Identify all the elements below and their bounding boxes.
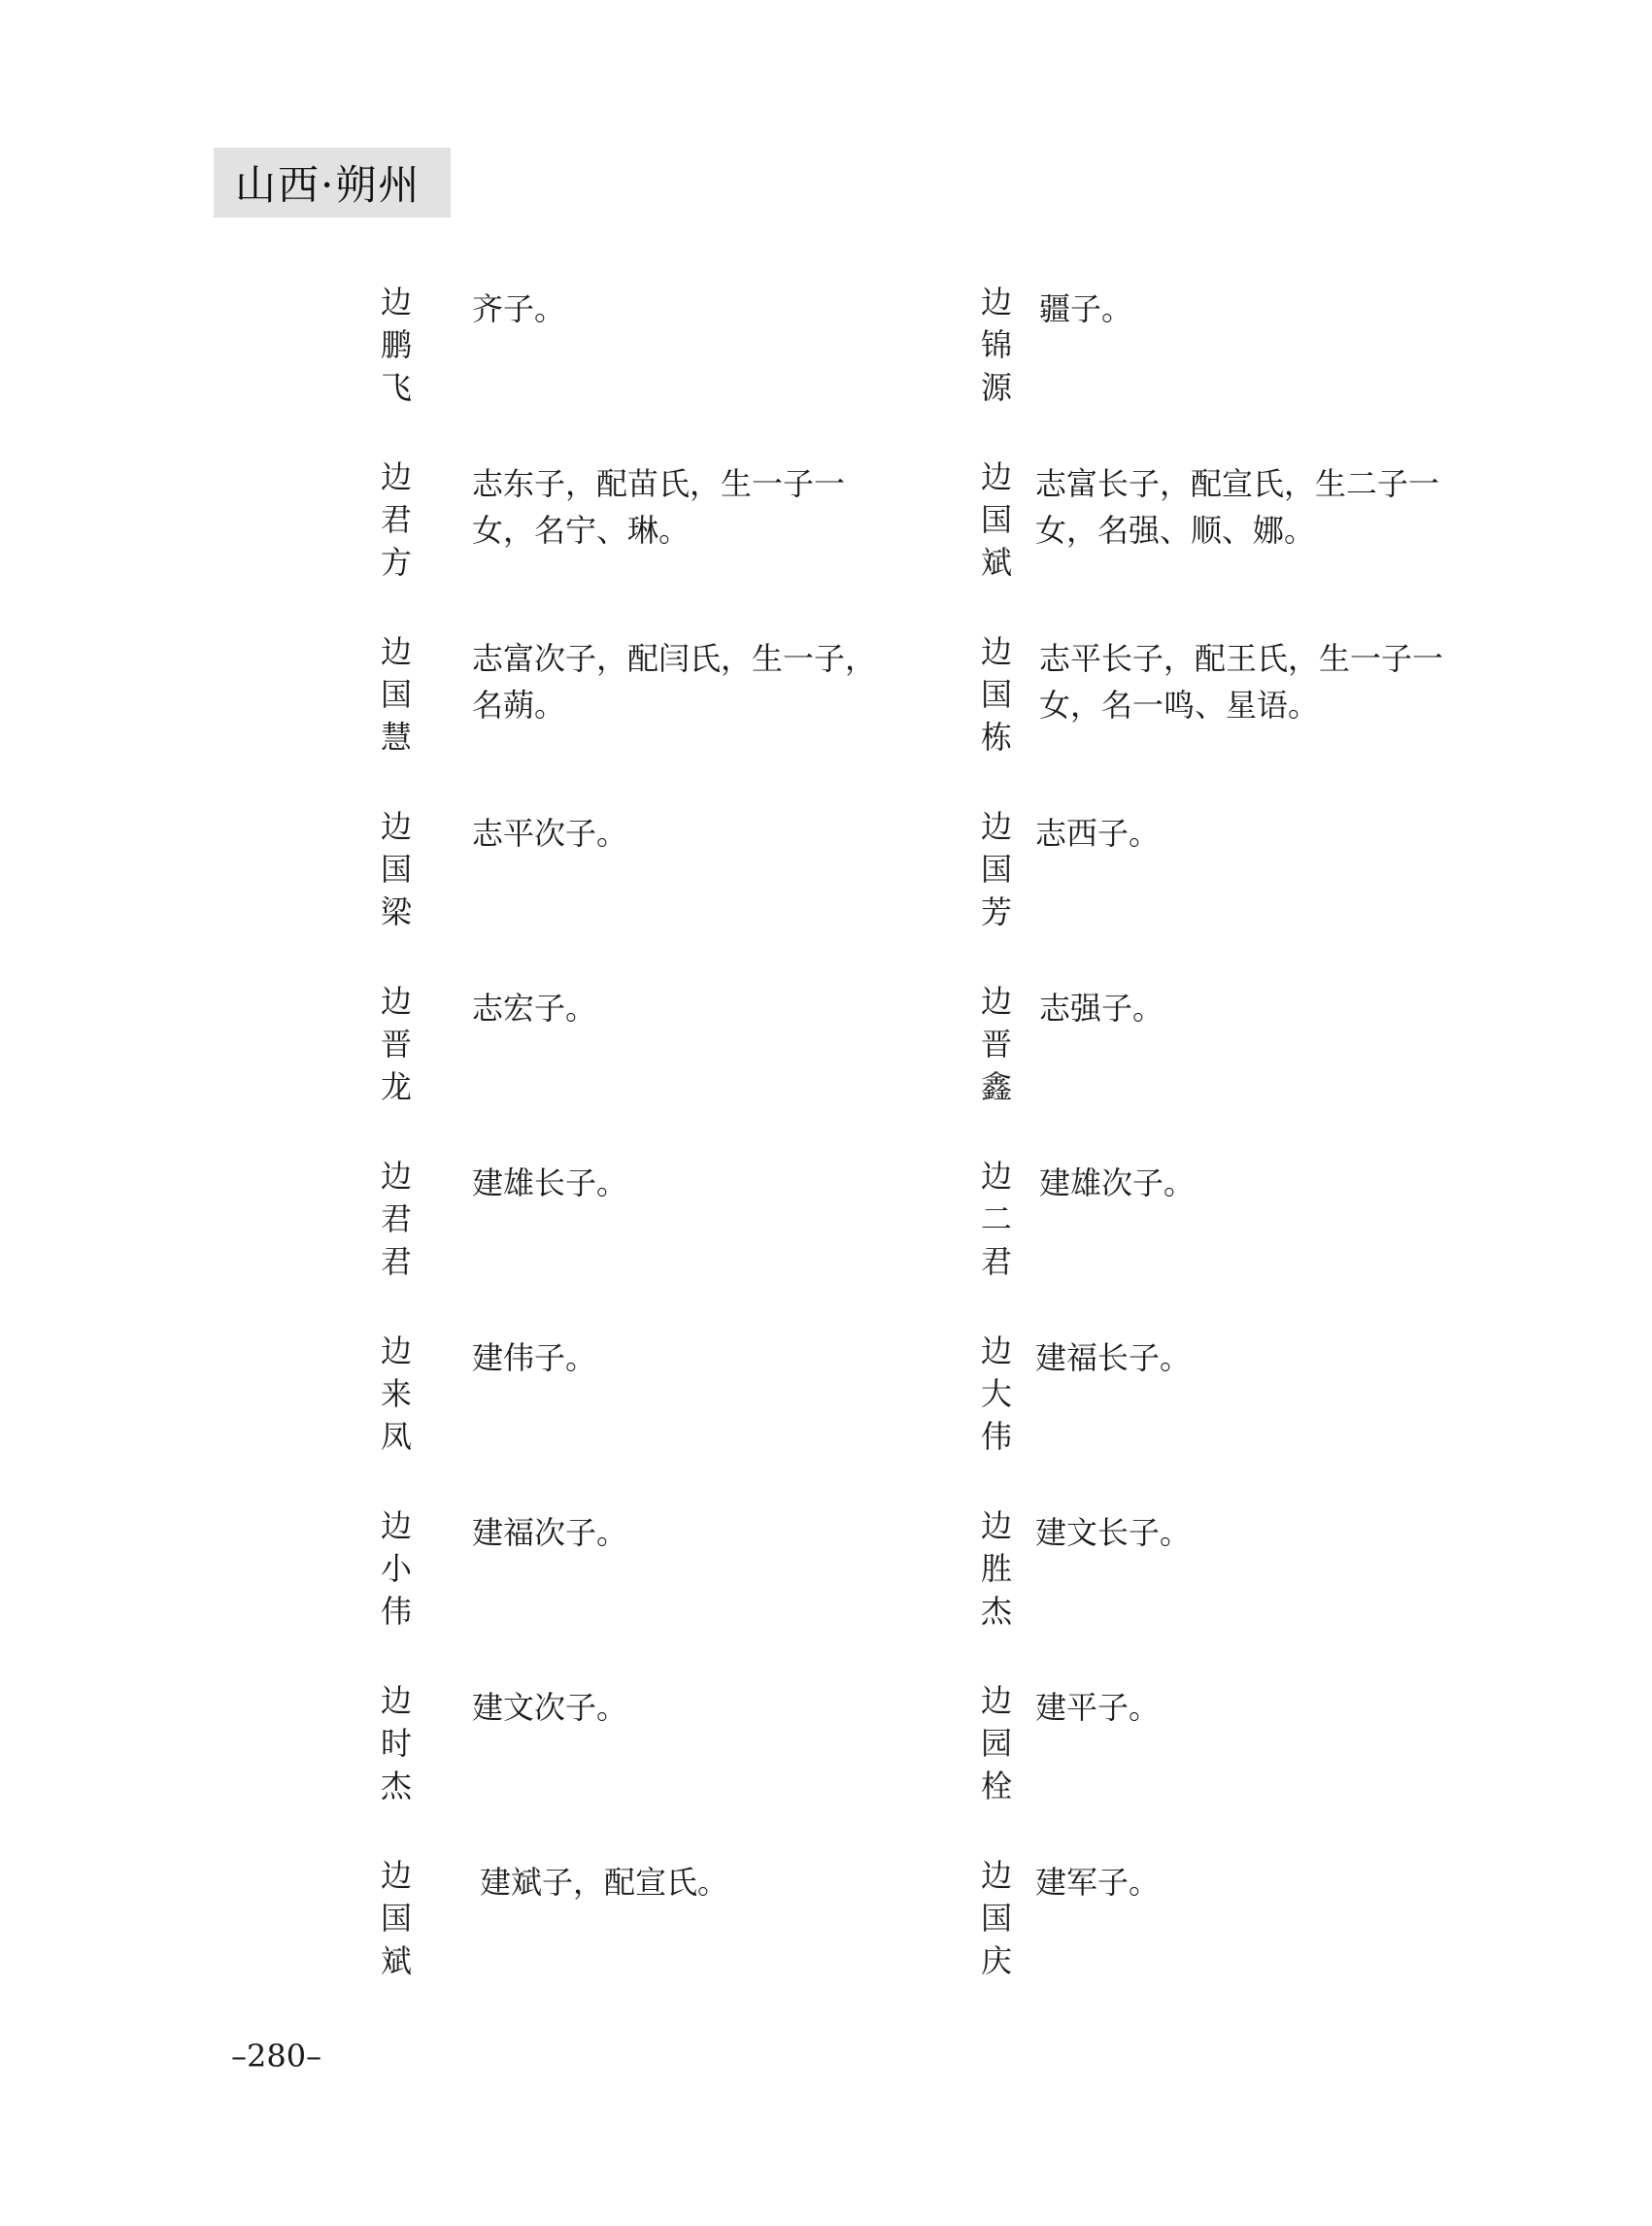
entry-description: 建雄次子。 xyxy=(1039,1164,1196,1201)
entry-name: 边君君 xyxy=(376,1160,413,1288)
entry-name: 边国慧 xyxy=(376,635,413,763)
entry-description: 志宏子。 xyxy=(472,990,597,1027)
entry-name: 边胜杰 xyxy=(976,1509,1013,1637)
entry-name: 边国庆 xyxy=(976,1859,1013,1987)
entry-name: 边锦源 xyxy=(976,286,1013,414)
running-header-title: 山西·朔州 xyxy=(235,161,421,209)
entry-name: 边国斌 xyxy=(976,460,1013,589)
entry-name: 边国栋 xyxy=(976,635,1013,763)
entry-description: 志强子。 xyxy=(1039,990,1164,1027)
entry-name: 边国芳 xyxy=(976,810,1013,938)
entry-description: 建平子。 xyxy=(1035,1689,1161,1726)
entry-name: 边小伟 xyxy=(376,1509,413,1637)
entry-name: 边晋龙 xyxy=(376,985,413,1113)
entry-name: 边时杰 xyxy=(376,1684,413,1812)
entry-name: 边国斌 xyxy=(376,1859,413,1987)
entry-description: 建福长子。 xyxy=(1035,1339,1192,1376)
entry-description: 建雄长子。 xyxy=(472,1164,628,1201)
entry-description: 建福次子。 xyxy=(472,1514,628,1551)
entry-description: 志平长子，配王氏，生一子一女，名一鸣、星语。 xyxy=(1039,640,1444,724)
entry-name: 边鹏飞 xyxy=(376,286,413,414)
entry-name: 边晋鑫 xyxy=(976,985,1013,1113)
entry-description: 志东子，配苗氏，生一子一女，名宁、琳。 xyxy=(472,465,846,549)
entry-description: 建伟子。 xyxy=(472,1339,597,1376)
entry-description: 疆子。 xyxy=(1039,290,1133,327)
entry-description: 齐子。 xyxy=(472,290,566,327)
entry-description: 建文次子。 xyxy=(472,1689,628,1726)
entry-description: 建文长子。 xyxy=(1035,1514,1192,1551)
entry-description: 建军子。 xyxy=(1035,1864,1161,1901)
entry-description: 建斌子，配宣氏。 xyxy=(480,1864,729,1901)
entry-name: 边来凤 xyxy=(376,1334,413,1463)
entry-name: 边大伟 xyxy=(976,1334,1013,1463)
entry-description: 志平次子。 xyxy=(472,815,628,852)
entry-description: 志西子。 xyxy=(1035,815,1161,852)
entry-name: 边二君 xyxy=(976,1160,1013,1288)
entry-name: 边君方 xyxy=(376,460,413,589)
page-number: –280– xyxy=(231,2038,322,2074)
entry-name: 边园栓 xyxy=(976,1684,1013,1812)
entry-name: 边国梁 xyxy=(376,810,413,938)
entry-description: 志富次子，配闫氏，生一子，名蒴。 xyxy=(472,640,877,724)
entry-description: 志富长子，配宣氏，生二子一女，名强、顺、娜。 xyxy=(1035,465,1440,549)
